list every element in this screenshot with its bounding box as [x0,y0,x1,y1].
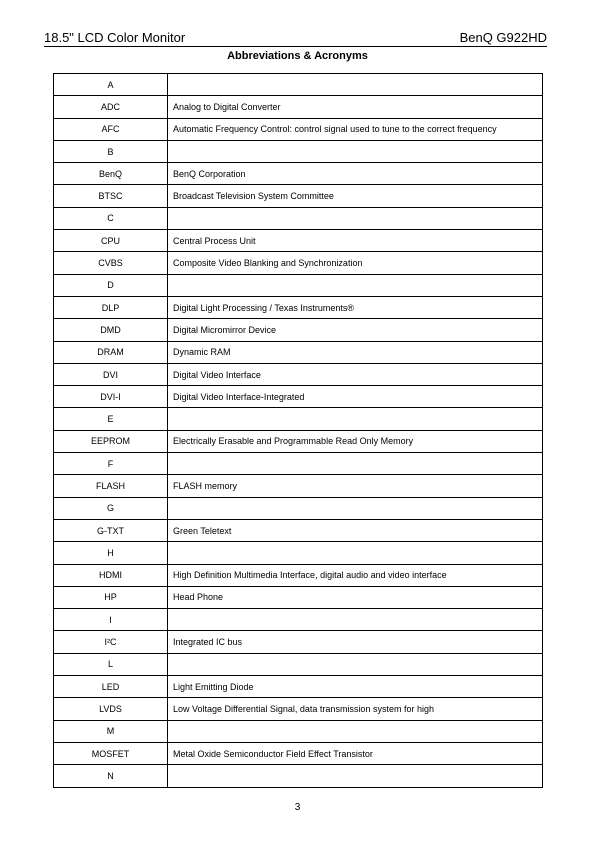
abbreviation-cell: G [54,497,168,519]
definition-cell: Green Teletext [168,519,543,541]
definition-cell: Digital Micromirror Device [168,319,543,341]
abbreviation-cell: I²C [54,631,168,653]
section-title: Abbreviations & Acronyms [227,50,368,62]
table-row [54,96,543,118]
abbreviation-cell: D [54,274,168,296]
definition-cell: Digital Video Interface-Integrated [168,386,543,408]
abbreviation-cell: DVI-I [54,386,168,408]
table-row [54,586,543,608]
abbreviation-cell: AFC [54,118,168,140]
abbreviation-cell: LED [54,676,168,698]
definition-cell: FLASH memory [168,475,543,497]
definition-cell [168,453,543,475]
table-row [54,408,543,430]
table-row [54,341,543,363]
table-row [54,653,543,675]
definition-cell: Automatic Frequency Control: control signal used to tune to the correct frequency [168,118,543,140]
table-row [54,252,543,274]
abbreviation-cell: ADC [54,96,168,118]
page-number: 3 [294,802,301,813]
abbreviations-table [53,73,543,788]
table-row [54,676,543,698]
abbreviation-cell: DRAM [54,341,168,363]
abbreviation-cell: A [54,74,168,96]
definition-cell: Digital Video Interface [168,363,543,385]
table-row [54,207,543,229]
table-row [54,519,543,541]
table-row [54,386,543,408]
table-row [54,453,543,475]
table-row [54,497,543,519]
table-row [54,230,543,252]
abbreviation-cell: F [54,453,168,475]
abbreviations-table-body [54,74,543,788]
definition-cell [168,408,543,430]
definition-cell: Dynamic RAM [168,341,543,363]
table-row [54,140,543,162]
definition-cell: Low Voltage Differential Signal, data transmission system for high [168,698,543,720]
abbreviation-cell: HDMI [54,564,168,586]
definition-cell [168,274,543,296]
table-row [54,564,543,586]
definition-cell: High Definition Multimedia Interface, digital audio and video interface [168,564,543,586]
abbreviation-cell: I [54,609,168,631]
definition-cell: BenQ Corporation [168,163,543,185]
definition-cell: Broadcast Television System Committee [168,185,543,207]
table-row [54,698,543,720]
table-row [54,185,543,207]
definition-cell: Metal Oxide Semiconductor Field Effect Transistor [168,742,543,764]
document-title: 18.5" LCD Color Monitor [44,30,186,45]
definition-cell [168,609,543,631]
abbreviation-cell: C [54,207,168,229]
abbreviation-cell: G-TXT [54,519,168,541]
abbreviation-cell: B [54,140,168,162]
abbreviation-cell: H [54,542,168,564]
table-row [54,720,543,742]
definition-cell: Head Phone [168,586,543,608]
table-row [54,742,543,764]
table-row [54,74,543,96]
definition-cell [168,542,543,564]
product-model: BenQ G922HD [459,30,547,45]
abbreviation-cell: CPU [54,230,168,252]
abbreviation-cell: BTSC [54,185,168,207]
definition-cell [168,497,543,519]
table-row [54,475,543,497]
abbreviation-cell: BenQ [54,163,168,185]
abbreviation-cell: E [54,408,168,430]
abbreviation-cell: CVBS [54,252,168,274]
definition-cell [168,765,543,787]
abbreviation-cell: DLP [54,296,168,318]
table-row [54,631,543,653]
table-row [54,296,543,318]
definition-cell [168,207,543,229]
definition-cell: Composite Video Blanking and Synchronization [168,252,543,274]
abbreviation-cell: L [54,653,168,675]
definition-cell [168,74,543,96]
definition-cell: Light Emitting Diode [168,676,543,698]
abbreviation-cell: MOSFET [54,742,168,764]
table-row [54,118,543,140]
definition-cell: Electrically Erasable and Programmable Read Only Memory [168,430,543,452]
abbreviation-cell: DVI [54,363,168,385]
page-header [44,29,547,47]
definition-cell [168,140,543,162]
table-row [54,363,543,385]
table-row [54,609,543,631]
abbreviation-cell: HP [54,586,168,608]
abbreviation-cell: EEPROM [54,430,168,452]
abbreviation-cell: FLASH [54,475,168,497]
abbreviation-cell: LVDS [54,698,168,720]
definition-cell: Digital Light Processing / Texas Instruments® [168,296,543,318]
definition-cell: Central Process Unit [168,230,543,252]
abbreviation-cell: N [54,765,168,787]
definition-cell [168,653,543,675]
definition-cell: Integrated IC bus [168,631,543,653]
abbreviation-cell: DMD [54,319,168,341]
table-row [54,163,543,185]
definition-cell [168,720,543,742]
table-row [54,765,543,787]
table-row [54,274,543,296]
table-row [54,542,543,564]
definition-cell: Analog to Digital Converter [168,96,543,118]
abbreviation-cell: M [54,720,168,742]
table-row [54,319,543,341]
table-row [54,430,543,452]
